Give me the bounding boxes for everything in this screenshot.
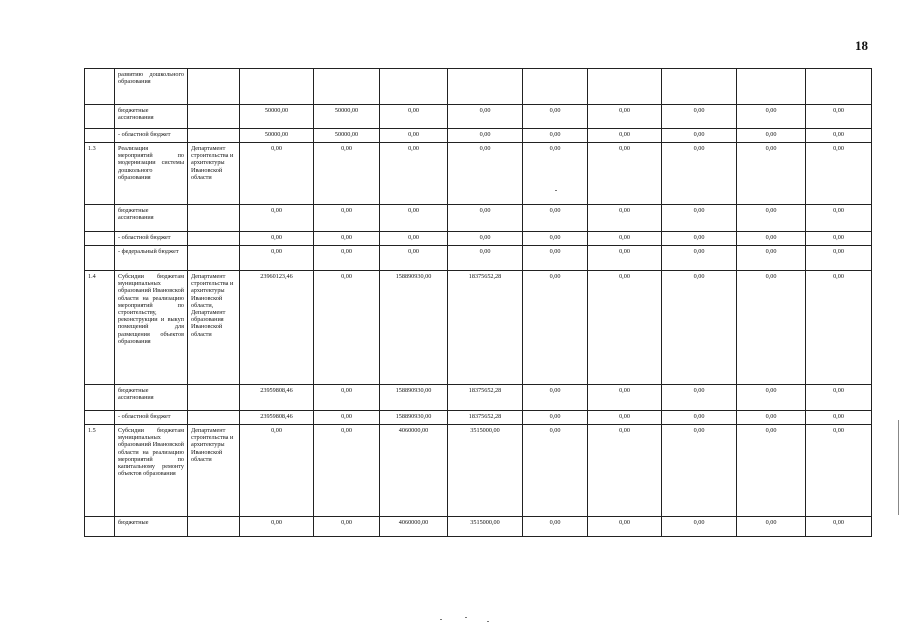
table-row — [85, 425, 872, 517]
executor-cell — [188, 205, 240, 232]
amount-cell: 0,00 — [737, 271, 806, 385]
amount-cell: 18375652,28 — [448, 385, 523, 411]
row-number-cell — [85, 129, 115, 143]
activity-name-cell: бюджетные ассигнования — [115, 385, 188, 411]
row-number-cell: 1.5 — [85, 425, 115, 517]
amount-cell: 0,00 — [588, 271, 662, 385]
amount-cell: 158890930,00 — [380, 385, 448, 411]
activity-name-cell: - областной бюджет — [115, 411, 188, 425]
table-row — [85, 143, 872, 205]
amount-cell — [806, 69, 872, 105]
amount-cell: 0,00 — [523, 129, 588, 143]
amount-cell: 0,00 — [662, 105, 737, 129]
amount-cell: 0,00 — [448, 232, 523, 246]
amount-cell: 0,00 — [380, 246, 448, 271]
amount-cell: 0,00 — [314, 425, 380, 517]
executor-cell: Департамент строительства и архитектуры Ивановской области — [188, 143, 240, 205]
amount-cell: 0,00 — [588, 232, 662, 246]
amount-cell: 0,00 — [588, 425, 662, 517]
activity-name-cell: бюджетные ассигнования — [115, 205, 188, 232]
amount-cell: 0,00 — [523, 143, 588, 205]
row-number-cell — [85, 385, 115, 411]
amount-cell: 0,00 — [314, 385, 380, 411]
table-row — [85, 246, 872, 271]
amount-cell: 0,00 — [523, 246, 588, 271]
amount-cell — [523, 69, 588, 105]
amount-cell: 0,00 — [806, 205, 872, 232]
amount-cell: 4060000,00 — [380, 425, 448, 517]
amount-cell: 0,00 — [448, 143, 523, 205]
amount-cell: 0,00 — [737, 232, 806, 246]
amount-cell: 0,00 — [448, 105, 523, 129]
amount-cell — [314, 69, 380, 105]
amount-cell: 23959808,46 — [240, 411, 314, 425]
amount-cell: 0,00 — [523, 105, 588, 129]
amount-cell: 0,00 — [737, 425, 806, 517]
executor-cell — [188, 69, 240, 105]
table-row — [85, 517, 872, 537]
executor-cell — [188, 411, 240, 425]
amount-cell: 0,00 — [448, 205, 523, 232]
row-number-cell — [85, 69, 115, 105]
executor-cell — [188, 246, 240, 271]
activity-name-cell: Реализация мероприятий по модернизации системы дошкольного образования — [115, 143, 188, 205]
activity-name-cell: - областной бюджет — [115, 232, 188, 246]
amount-cell: 0,00 — [380, 129, 448, 143]
amount-cell: 0,00 — [240, 246, 314, 271]
amount-cell: 0,00 — [588, 517, 662, 537]
amount-cell: 50000,00 — [240, 105, 314, 129]
amount-cell: 4060000,00 — [380, 517, 448, 537]
amount-cell — [380, 69, 448, 105]
table-row — [85, 205, 872, 232]
amount-cell: 3515000,00 — [448, 425, 523, 517]
amount-cell: 0,00 — [662, 411, 737, 425]
executor-cell: Департамент строительства и архитектуры Ивановской области, Департамент образования Ивановской области — [188, 271, 240, 385]
row-number-cell — [85, 105, 115, 129]
executor-cell: Департамент строительства и архитектуры Ивановской области — [188, 425, 240, 517]
row-number-cell — [85, 205, 115, 232]
amount-cell: 0,00 — [523, 517, 588, 537]
amount-cell: 50000,00 — [240, 129, 314, 143]
amount-cell: 0,00 — [380, 232, 448, 246]
row-number-cell — [85, 517, 115, 537]
amount-cell: 0,00 — [380, 105, 448, 129]
table-row — [85, 105, 872, 129]
amount-cell: 0,00 — [662, 271, 737, 385]
amount-cell: 0,00 — [806, 411, 872, 425]
amount-cell: 0,00 — [240, 143, 314, 205]
activity-name-cell: бюджетные ассигнования — [115, 105, 188, 129]
executor-cell — [188, 232, 240, 246]
amount-cell: 0,00 — [806, 271, 872, 385]
amount-cell: 0,00 — [588, 105, 662, 129]
scan-speck — [487, 621, 489, 622]
amount-cell: 0,00 — [737, 143, 806, 205]
amount-cell: 23959808,46 — [240, 385, 314, 411]
amount-cell — [662, 69, 737, 105]
amount-cell: 0,00 — [380, 205, 448, 232]
row-number-cell: 1.3 — [85, 143, 115, 205]
amount-cell: 0,00 — [737, 105, 806, 129]
amount-cell: 0,00 — [314, 143, 380, 205]
amount-cell: 0,00 — [737, 205, 806, 232]
amount-cell: 0,00 — [314, 517, 380, 537]
executor-cell — [188, 517, 240, 537]
amount-cell: 0,00 — [448, 246, 523, 271]
amount-cell: 18375652,28 — [448, 271, 523, 385]
scan-speck — [555, 190, 557, 191]
scan-edge-line — [898, 420, 899, 515]
amount-cell: 0,00 — [662, 143, 737, 205]
amount-cell: 0,00 — [588, 143, 662, 205]
activity-name-cell: - федеральный бюджет — [115, 246, 188, 271]
amount-cell: 0,00 — [806, 246, 872, 271]
amount-cell: 0,00 — [588, 246, 662, 271]
amount-cell: 0,00 — [240, 232, 314, 246]
amount-cell: 0,00 — [737, 246, 806, 271]
activity-name-cell: - областной бюджет — [115, 129, 188, 143]
amount-cell: 0,00 — [448, 129, 523, 143]
table-row — [85, 385, 872, 411]
amount-cell: 0,00 — [662, 232, 737, 246]
amount-cell: 0,00 — [314, 232, 380, 246]
table-row — [85, 129, 872, 143]
executor-cell — [188, 385, 240, 411]
amount-cell: 0,00 — [806, 129, 872, 143]
activity-name-cell: развитию дошкольного образования — [115, 69, 188, 105]
amount-cell: 0,00 — [588, 385, 662, 411]
amount-cell: 50000,00 — [314, 129, 380, 143]
amount-cell: 0,00 — [588, 205, 662, 232]
amount-cell — [588, 69, 662, 105]
amount-cell: 158890930,00 — [380, 271, 448, 385]
table-row — [85, 271, 872, 385]
amount-cell: 0,00 — [806, 143, 872, 205]
row-number-cell — [85, 232, 115, 246]
executor-cell — [188, 105, 240, 129]
amount-cell: 0,00 — [662, 385, 737, 411]
amount-cell: 0,00 — [380, 143, 448, 205]
amount-cell — [448, 69, 523, 105]
amount-cell: 0,00 — [240, 425, 314, 517]
amount-cell: 3515000,00 — [448, 517, 523, 537]
amount-cell: 0,00 — [806, 385, 872, 411]
amount-cell: 0,00 — [737, 385, 806, 411]
activity-name-cell: Субсидии бюджетам муниципальных образований Ивановской области на реализацию мероприятий по капитальному ремонту объектов образования — [115, 425, 188, 517]
amount-cell: 0,00 — [737, 411, 806, 425]
amount-cell: 0,00 — [737, 517, 806, 537]
amount-cell: 18375652,28 — [448, 411, 523, 425]
amount-cell — [737, 69, 806, 105]
amount-cell: 0,00 — [806, 105, 872, 129]
amount-cell: 0,00 — [523, 411, 588, 425]
activity-name-cell: бюджетные — [115, 517, 188, 537]
scan-speck — [465, 617, 467, 618]
amount-cell — [240, 69, 314, 105]
page-number: 18 — [855, 38, 868, 53]
amount-cell: 0,00 — [662, 425, 737, 517]
amount-cell: 50000,00 — [314, 105, 380, 129]
row-number-cell — [85, 246, 115, 271]
amount-cell: 0,00 — [523, 205, 588, 232]
amount-cell: 0,00 — [662, 205, 737, 232]
amount-cell: 0,00 — [314, 205, 380, 232]
amount-cell: 0,00 — [240, 205, 314, 232]
amount-cell: 0,00 — [523, 271, 588, 385]
amount-cell: 0,00 — [523, 232, 588, 246]
amount-cell: 158890930,00 — [380, 411, 448, 425]
executor-cell — [188, 129, 240, 143]
table-row — [85, 232, 872, 246]
amount-cell: 0,00 — [588, 129, 662, 143]
row-number-cell — [85, 411, 115, 425]
amount-cell: 0,00 — [314, 411, 380, 425]
table-row — [85, 411, 872, 425]
amount-cell: 0,00 — [662, 129, 737, 143]
amount-cell: 0,00 — [523, 425, 588, 517]
amount-cell: 0,00 — [314, 246, 380, 271]
amount-cell: 0,00 — [314, 271, 380, 385]
budget-table — [84, 68, 872, 537]
amount-cell: 0,00 — [662, 246, 737, 271]
activity-name-cell: Субсидии бюджетам муниципальных образований Ивановской области на реализацию мероприятий по строительству, реконструкции и выкуп помещений для размещения объектов образования — [115, 271, 188, 385]
scan-speck — [440, 619, 442, 620]
amount-cell: 0,00 — [806, 425, 872, 517]
table-row — [85, 69, 872, 105]
row-number-cell: 1.4 — [85, 271, 115, 385]
amount-cell: 0,00 — [662, 517, 737, 537]
amount-cell: 0,00 — [523, 385, 588, 411]
amount-cell: 0,00 — [588, 411, 662, 425]
amount-cell: 0,00 — [240, 517, 314, 537]
amount-cell: 0,00 — [806, 232, 872, 246]
amount-cell: 23960123,46 — [240, 271, 314, 385]
amount-cell: 0,00 — [806, 517, 872, 537]
amount-cell: 0,00 — [737, 129, 806, 143]
